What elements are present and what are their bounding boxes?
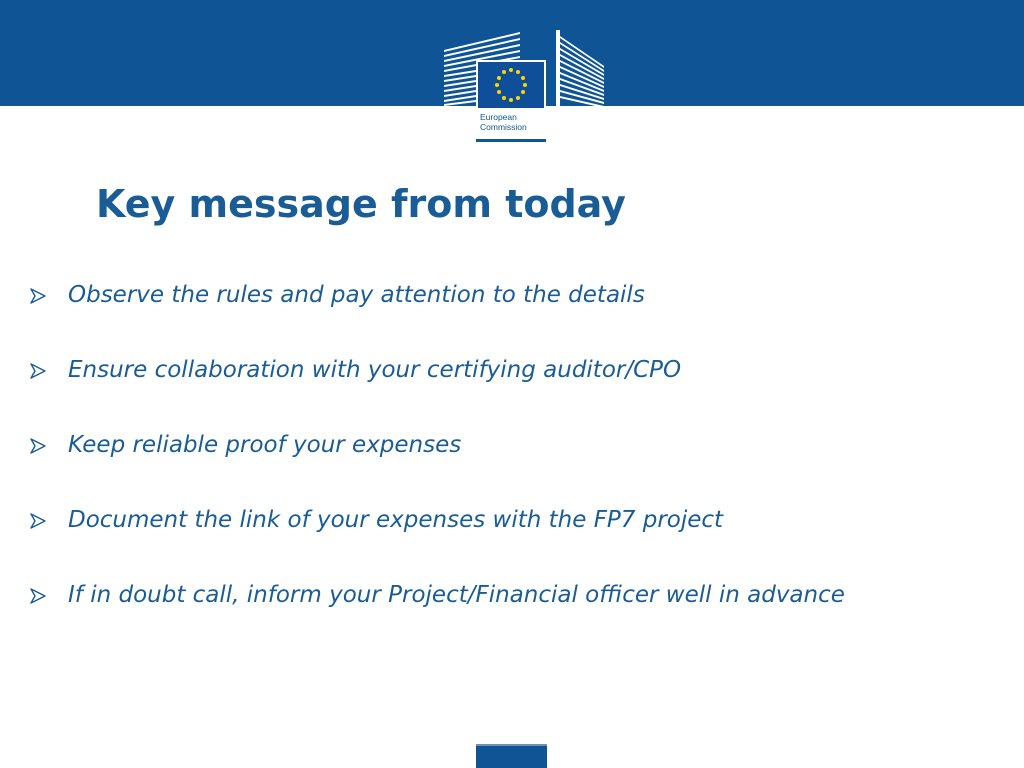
logo-underline: [476, 139, 546, 142]
arrow-right-icon: [30, 513, 46, 529]
bullet-text-3: Keep reliable proof your expenses: [68, 432, 462, 458]
bullet-item-3: [30, 430, 990, 461]
bullet-item-2: [30, 355, 990, 386]
logo-label: [476, 109, 546, 141]
bullet-text-2: Ensure collaboration with your certifying auditor/CPO: [68, 357, 682, 383]
bullet-item-5: [30, 580, 990, 611]
logo-label-line2: Commission: [480, 122, 527, 132]
arrow-right-icon: [30, 588, 46, 604]
bullet-text-4: Document the link of your expenses with the FP7 project: [68, 507, 724, 533]
bullet-item-1: [30, 280, 990, 311]
slide-title: Key message from today: [96, 182, 626, 226]
bullet-list: [30, 280, 990, 655]
arrow-right-icon: [30, 288, 46, 304]
arrow-right-icon: [30, 363, 46, 379]
bullet-item-4: [30, 505, 990, 536]
logo-label-line1: European: [480, 112, 517, 122]
building-right-wing-icon: [556, 30, 604, 108]
footer-tab: [476, 744, 547, 768]
footer-tab-highlight: [476, 744, 547, 746]
bullet-text-1: Observe the rules and pay attention to the details: [68, 282, 645, 308]
arrow-right-icon: [30, 438, 46, 454]
bullet-text-5: If in doubt call, inform your Project/Financial officer well in advance: [68, 582, 845, 608]
